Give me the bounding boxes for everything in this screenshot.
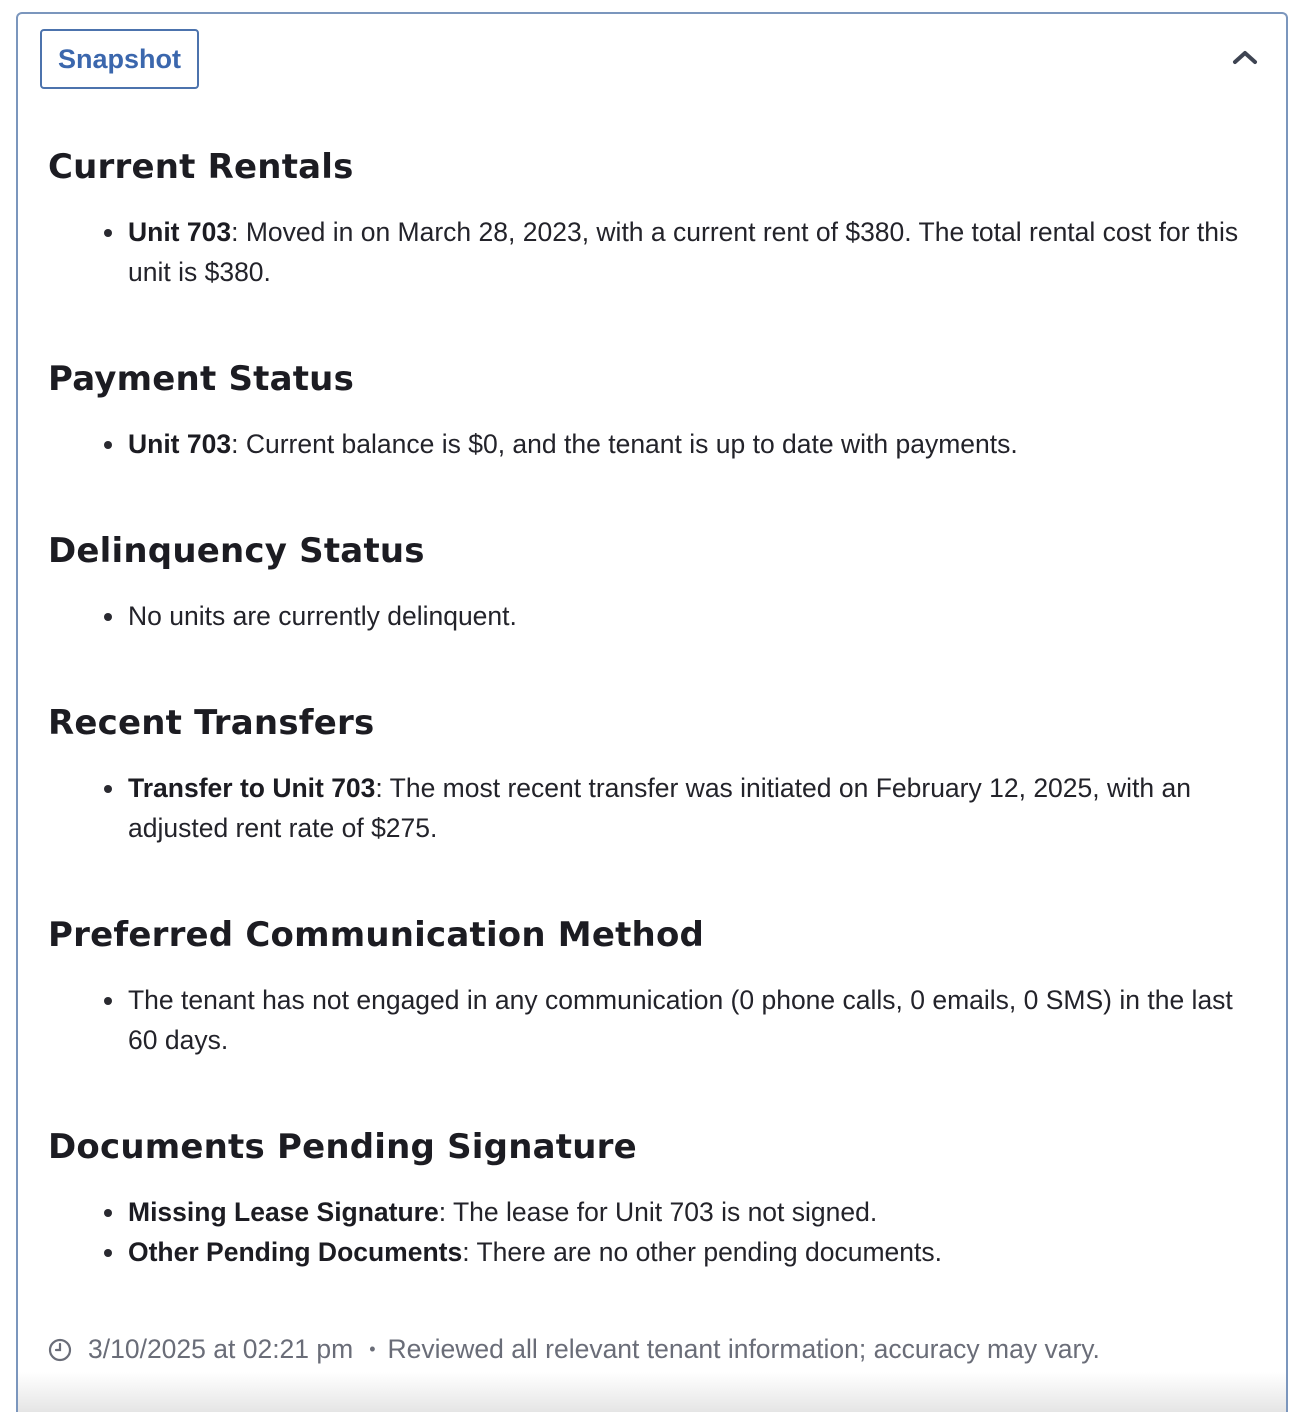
section-current-rentals	[48, 142, 1258, 292]
item-text: : The most recent transfer was initiated on February 12, 2025, with an adjusted rent rate of $275.	[128, 773, 1191, 843]
section-payment-status	[48, 354, 1258, 464]
section-list	[48, 596, 1258, 636]
item-label: Unit 703	[128, 429, 232, 459]
item-label: Transfer to Unit 703	[128, 773, 376, 803]
section-list	[48, 424, 1258, 464]
section-list	[48, 980, 1258, 1060]
snapshot-content	[48, 142, 1258, 1272]
list-item	[128, 596, 1258, 636]
item-text: : There are no other pending documents.	[462, 1237, 943, 1267]
snapshot-footer	[48, 1334, 1100, 1365]
item-text: : Moved in on March 28, 2023, with a current rent of $380. The total rental cost for this unit is $380.	[128, 217, 1239, 287]
section-title: Delinquency Status	[48, 531, 425, 571]
section-list	[48, 212, 1258, 292]
section-documents-pending	[48, 1122, 1258, 1272]
list-item	[128, 1192, 1258, 1232]
item-text: The tenant has not engaged in any communication (0 phone calls, 0 emails, 0 SMS) in the last 60 days.	[128, 985, 1233, 1055]
item-label: Other Pending Documents	[128, 1237, 463, 1267]
section-list	[48, 1192, 1258, 1272]
section-delinquency-status	[48, 526, 1258, 636]
section-preferred-communication	[48, 910, 1258, 1060]
section-title: Preferred Communication Method	[48, 915, 705, 955]
list-item	[128, 424, 1258, 464]
item-label: Missing Lease Signature	[128, 1197, 439, 1227]
clock-icon	[48, 1338, 72, 1362]
section-title: Current Rentals	[48, 147, 354, 187]
item-text: No units are currently delinquent.	[128, 601, 517, 631]
list-item	[128, 980, 1258, 1060]
item-text: : Current balance is $0, and the tenant is up to date with payments.	[231, 429, 1018, 459]
section-title: Recent Transfers	[48, 703, 375, 743]
item-text: : The lease for Unit 703 is not signed.	[438, 1197, 878, 1227]
section-title: Documents Pending Signature	[48, 1127, 637, 1167]
item-label: Unit 703	[128, 217, 232, 247]
list-item	[128, 212, 1258, 292]
footer-timestamp: 3/10/2025 at 02:21 pm	[88, 1334, 354, 1364]
list-item	[128, 1232, 1258, 1272]
section-recent-transfers	[48, 698, 1258, 848]
snapshot-panel	[16, 12, 1288, 1412]
footer-separator: •	[369, 1339, 376, 1359]
collapse-button[interactable]	[1228, 40, 1262, 74]
footer-note: Reviewed all relevant tenant information; accuracy may vary.	[387, 1334, 1100, 1364]
snapshot-tab[interactable]: Snapshot	[40, 29, 199, 89]
section-title: Payment Status	[48, 359, 355, 399]
chevron-up-icon	[1232, 49, 1258, 65]
bottom-shadow	[18, 1372, 1286, 1412]
section-list	[48, 768, 1258, 848]
list-item	[128, 768, 1258, 848]
